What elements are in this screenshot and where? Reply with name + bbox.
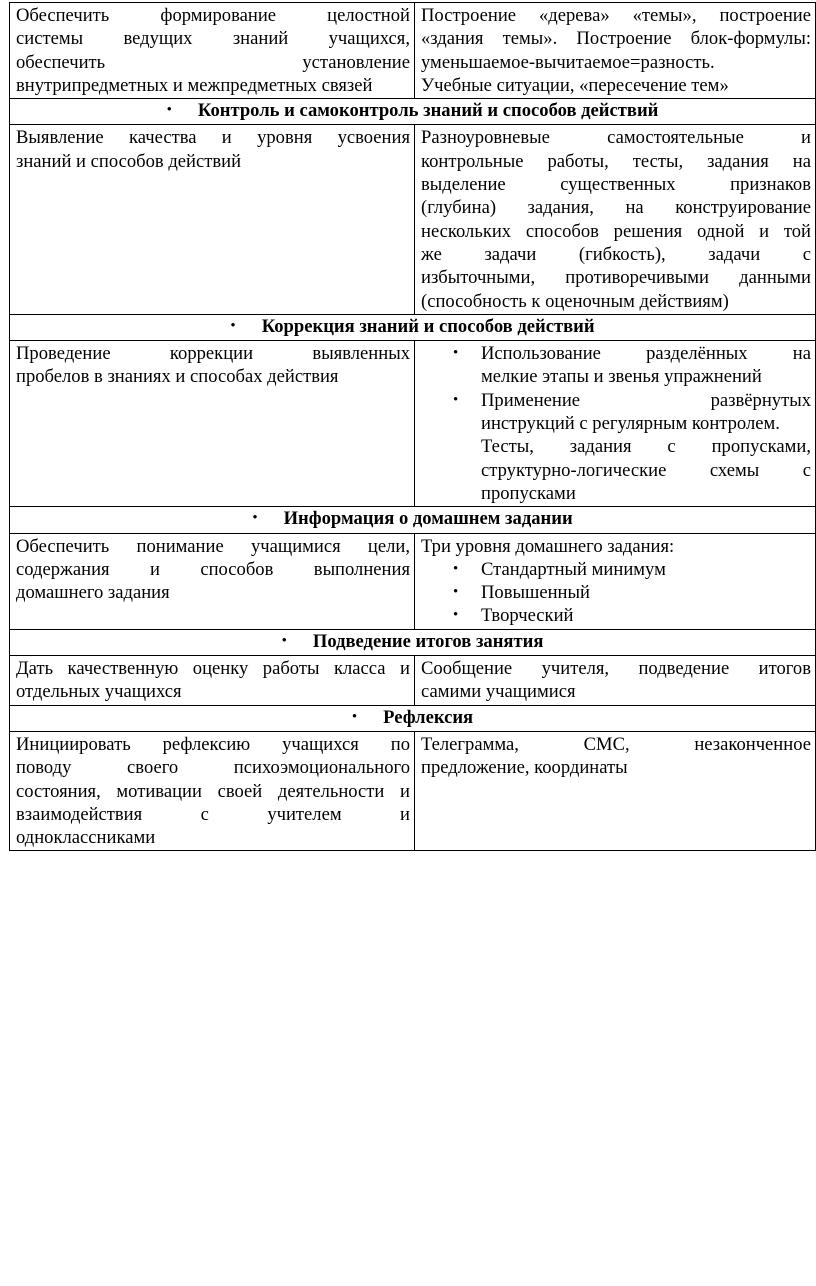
section-header bbox=[10, 705, 816, 731]
text-line: Инициировать рефлексию учащихся по bbox=[16, 733, 410, 755]
section-title: Информация о домашнем задании bbox=[283, 508, 573, 530]
text-line: Тесты, задания с пропусками, bbox=[481, 436, 811, 458]
goal-cell bbox=[10, 3, 415, 99]
text-line: избыточными, противоречивыми данными bbox=[421, 267, 811, 289]
method-cell bbox=[415, 533, 816, 629]
text-line: Телеграмма, СМС, незаконченное bbox=[421, 733, 811, 755]
goal-cell bbox=[10, 341, 415, 507]
text-line: Использование разделённых на bbox=[481, 343, 811, 365]
text-line: Дать качественную оценку работы класса и bbox=[16, 658, 410, 680]
section-title: Контроль и самоконтроль знаний и способов действий bbox=[197, 100, 659, 122]
bullet-icon: • bbox=[351, 708, 358, 725]
list-item bbox=[421, 604, 811, 627]
text-line: уменьшаемое-вычитаемое=разность. bbox=[421, 51, 715, 73]
bullet-icon: • bbox=[453, 345, 459, 362]
method-cell bbox=[415, 3, 816, 99]
text-line: Выявление качества и уровня усвоения bbox=[16, 127, 410, 149]
text-line: инструкций с регулярным контролем. bbox=[481, 413, 780, 435]
text-line: Построение «дерева» «темы», построение bbox=[421, 5, 811, 26]
list-item bbox=[421, 558, 811, 581]
section-header bbox=[10, 99, 816, 125]
method-cell bbox=[415, 656, 816, 706]
bullet-icon: • bbox=[453, 391, 459, 408]
text-line: «здания темы». Построение блок-формулы: bbox=[421, 28, 811, 50]
text-line: (глубина) задания, на конструирование bbox=[421, 197, 811, 219]
section-header-row bbox=[10, 99, 816, 125]
text-line: внутрипредметных и межпредметных связей bbox=[16, 74, 373, 96]
text-line: мелкие этапы и звенья упражнений bbox=[481, 366, 762, 388]
bullet-icon: • bbox=[453, 560, 459, 577]
text-line: Применение развёрнутых bbox=[481, 389, 811, 411]
text-line: поводу своего психоэмоционального bbox=[16, 757, 410, 779]
bullet-icon: • bbox=[281, 632, 287, 649]
goal-cell bbox=[10, 731, 415, 850]
table-row bbox=[10, 341, 816, 507]
text-line: самими учащимися bbox=[421, 681, 576, 703]
text-line: обеспечить установление bbox=[16, 51, 410, 73]
text-line: отдельных учащихся bbox=[16, 681, 182, 703]
text-line: пропусками bbox=[481, 482, 576, 504]
table-row bbox=[10, 533, 816, 629]
goal-cell bbox=[10, 533, 415, 629]
bullet-list bbox=[421, 558, 811, 628]
bullet-icon: • bbox=[252, 510, 258, 527]
text-line: домашнего задания bbox=[16, 582, 170, 604]
text-line: Обеспечить формирование целостной bbox=[16, 5, 410, 26]
section-title: Коррекция знаний и способов действий bbox=[261, 315, 595, 337]
section-header-row bbox=[10, 705, 816, 731]
list-item bbox=[421, 342, 811, 389]
bullet-icon: • bbox=[230, 317, 236, 334]
method-cell bbox=[415, 341, 816, 507]
text-line: контрольные работы, тесты, задания на bbox=[421, 150, 811, 172]
section-title: Рефлексия bbox=[383, 706, 474, 728]
goal-cell bbox=[10, 125, 415, 314]
list-item-text: Повышенный bbox=[481, 582, 590, 604]
list-item bbox=[421, 581, 811, 604]
text-line: Проведение коррекции выявленных bbox=[16, 343, 410, 365]
table-row bbox=[10, 3, 816, 99]
text-line: взаимодействия с учителем и bbox=[16, 803, 410, 825]
table-row bbox=[10, 656, 816, 706]
section-header-row bbox=[10, 507, 816, 533]
list-item-text: Стандартный минимум bbox=[481, 558, 666, 580]
section-header bbox=[10, 314, 816, 340]
text-line: же задачи (гибкость), задачи с bbox=[421, 243, 811, 265]
section-header-row bbox=[10, 629, 816, 655]
text-line: Разноуровневые самостоятельные и bbox=[421, 127, 811, 149]
text-line: Обеспечить понимание учащимися цели, bbox=[16, 535, 410, 557]
list-item bbox=[421, 389, 811, 505]
text-line: (способность к оценочным действиям) bbox=[421, 290, 729, 312]
lesson-plan-table bbox=[9, 2, 816, 851]
text-line: содержания и способов выполнения bbox=[16, 558, 410, 580]
section-header bbox=[10, 507, 816, 533]
text-line: системы ведущих знаний учащихся, bbox=[16, 28, 410, 50]
section-header bbox=[10, 629, 816, 655]
bullet-icon: • bbox=[453, 584, 459, 601]
section-title: Подведение итогов занятия bbox=[312, 630, 544, 652]
text-line: знаний и способов действий bbox=[16, 150, 242, 172]
text-line: структурно-логические схемы с bbox=[481, 459, 811, 481]
bullet-list bbox=[421, 342, 811, 505]
goal-cell bbox=[10, 656, 415, 706]
text-line: одноклассниками bbox=[16, 827, 156, 849]
table-row bbox=[10, 125, 816, 314]
text-line: Учебные ситуации, «пересечение тем» bbox=[421, 74, 729, 96]
text-line: пробелов в знаниях и способах действия bbox=[16, 366, 339, 388]
list-item-text: Творческий bbox=[481, 605, 574, 627]
text-line: Три уровня домашнего задания: bbox=[421, 535, 675, 557]
bullet-icon: • bbox=[166, 102, 172, 119]
section-header-row bbox=[10, 314, 816, 340]
bullet-icon: • bbox=[453, 607, 459, 624]
text-line: предложение, координаты bbox=[421, 757, 628, 779]
text-line: Сообщение учителя, подведение итогов bbox=[421, 658, 811, 680]
text-line: нескольких способов решения одной и той bbox=[421, 220, 811, 242]
text-line: выделение существенных признаков bbox=[421, 174, 811, 196]
text-line: состояния, мотивации своей деятельности и bbox=[16, 780, 410, 802]
method-cell bbox=[415, 125, 816, 314]
method-cell bbox=[415, 731, 816, 850]
table-row bbox=[10, 731, 816, 850]
